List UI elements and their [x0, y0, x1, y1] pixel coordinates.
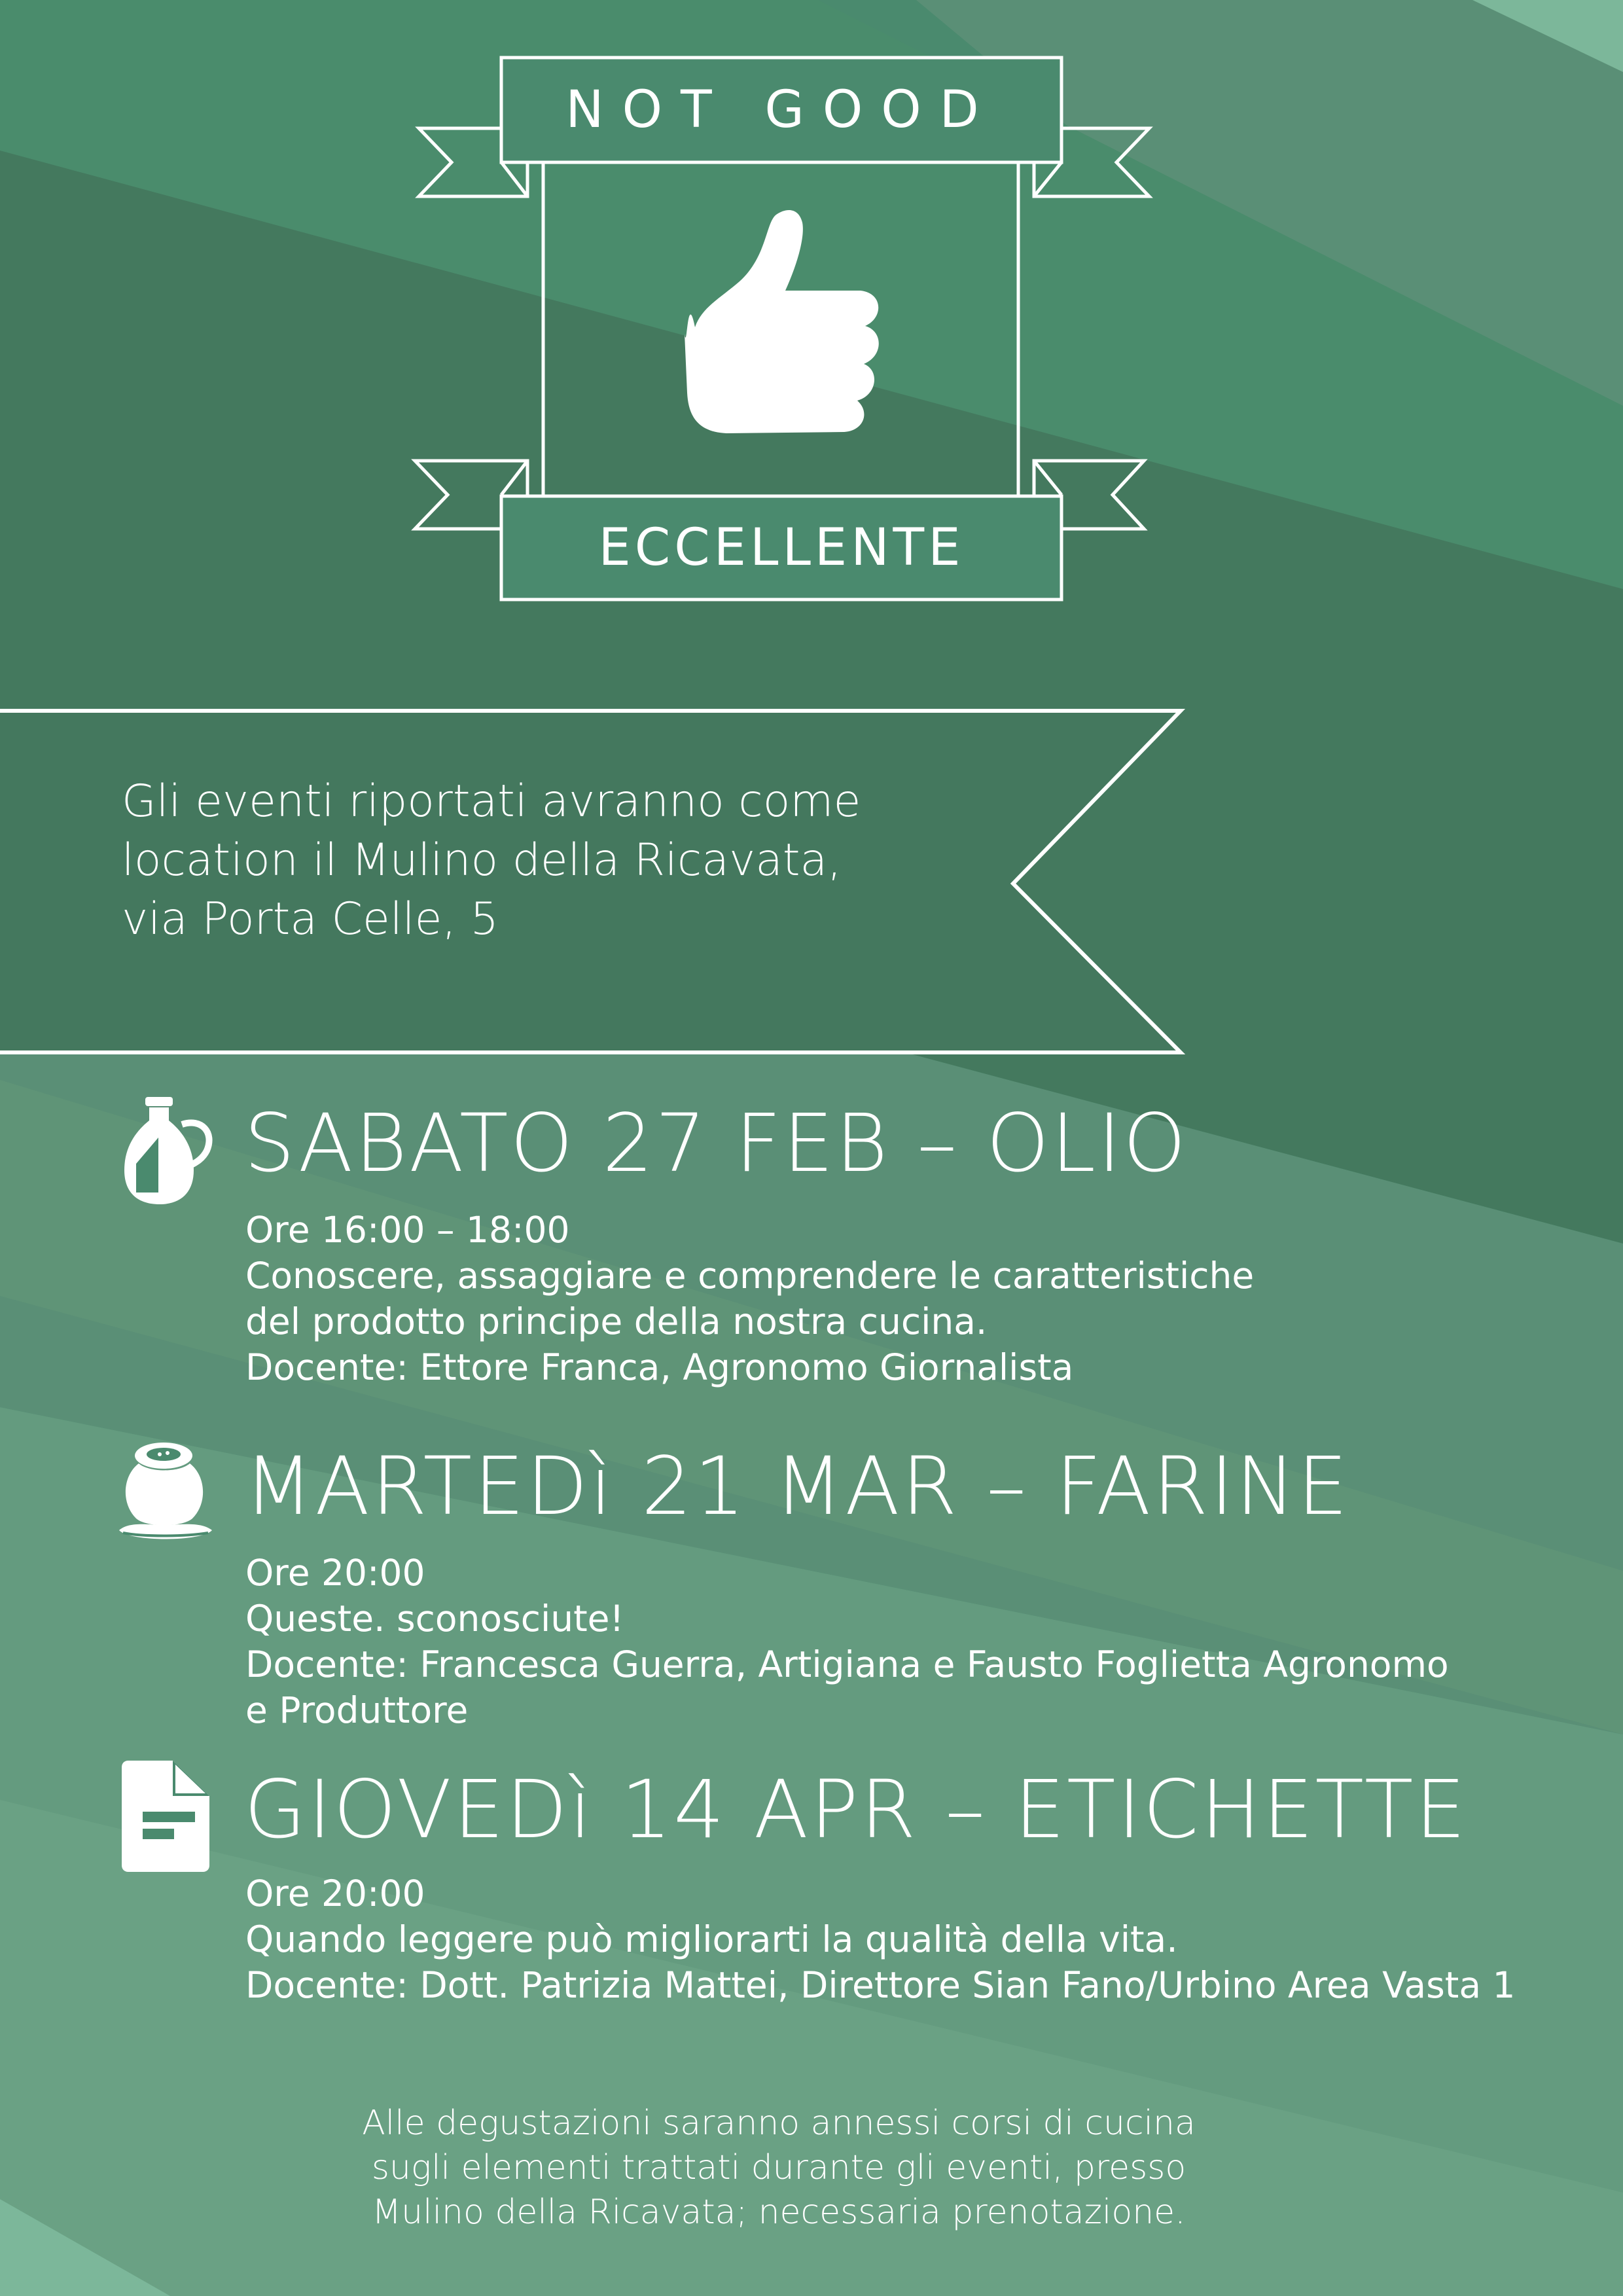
location-line: location il Mulino della Ricavata, — [122, 834, 842, 886]
event-description — [245, 1550, 1449, 1733]
event-teacher: Docente: Dott. Patrizia Mattei, Direttore Sian Fano/Urbino Area Vasta 1 — [245, 1964, 1516, 2006]
badge-bottom-label: ECCELLENTE — [598, 518, 965, 577]
event-title: MARTEDì 21 MAR – FARINE — [244, 1440, 1350, 1533]
event-title: SABATO 27 FEB – OLIO — [244, 1097, 1188, 1190]
location-line: Gli eventi riportati avranno come — [122, 776, 861, 827]
oil-bottle-icon — [116, 1094, 215, 1206]
event-line: e Produttore — [245, 1689, 469, 1731]
event-description — [245, 1871, 1516, 2008]
event-title: GIOVEDì 14 APR – ETICHETTE — [244, 1763, 1468, 1856]
event-time: Ore 20:00 — [245, 1552, 425, 1594]
event-line: Queste. sconosciute! — [245, 1598, 624, 1640]
event-time: Ore 20:00 — [245, 1873, 425, 1914]
thumbs-up-icon — [685, 210, 879, 433]
event-line: del prodotto principe della nostra cucina. — [245, 1300, 988, 1342]
event-description — [245, 1207, 1254, 1390]
event-line: Quando leggere può migliorarti la qualità della vita. — [245, 1918, 1178, 1960]
event-teacher: Docente: Francesca Guerra, Artigiana e Fausto Foglietta Agronomo — [245, 1643, 1449, 1685]
footer-line: sugli elementi trattati durante gli eventi, presso — [371, 2148, 1186, 2187]
footer-note — [262, 2101, 1296, 2234]
badge-top-label: NOT GOOD — [565, 81, 997, 139]
event-teacher: Docente: Ettore Franca, Agronomo Giornalista — [245, 1346, 1074, 1388]
document-icon — [116, 1761, 215, 1872]
flour-sack-icon — [116, 1437, 215, 1549]
event-line: Conoscere, assaggiare e comprendere le caratteristiche — [245, 1255, 1255, 1297]
location-line: via Porta Celle, 5 — [122, 893, 499, 945]
footer-line: Mulino della Ricavata; necessaria prenotazione. — [372, 2193, 1186, 2232]
event-time: Ore 16:00 – 18:00 — [245, 1209, 570, 1251]
location-text — [122, 772, 1038, 949]
footer-line: Alle degustazioni saranno annessi corsi di cucina — [362, 2104, 1196, 2143]
